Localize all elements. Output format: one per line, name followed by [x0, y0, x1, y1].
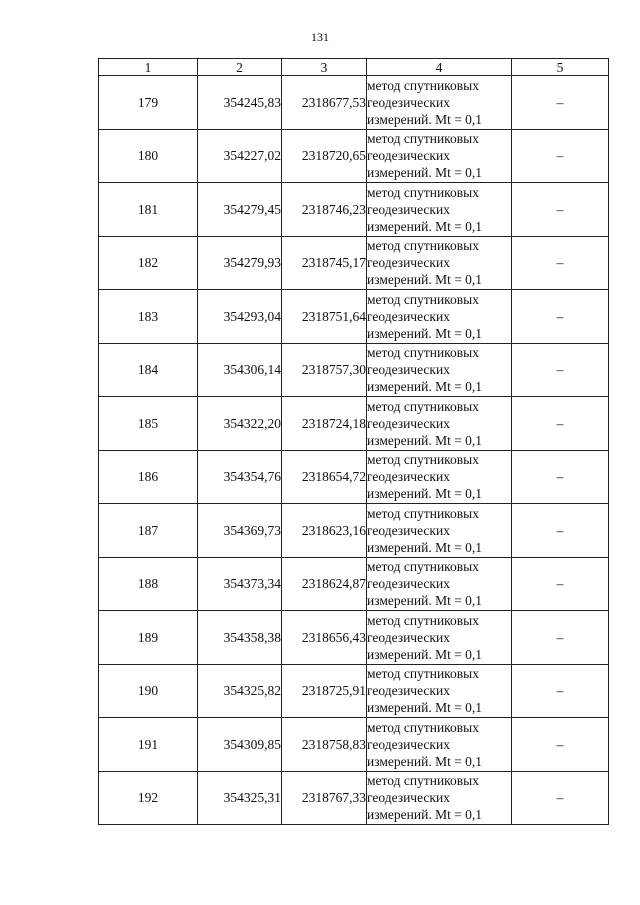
column-header: 3	[282, 59, 367, 76]
method-line: геодезических	[367, 94, 450, 110]
table-row	[99, 611, 609, 665]
point-number-cell: 187	[99, 504, 198, 558]
method-line: измерений. Mt = 0,1	[367, 539, 483, 555]
method-line: метод спутниковых	[367, 452, 479, 468]
note-cell: –	[512, 290, 609, 344]
note-cell: –	[512, 450, 609, 504]
y-coordinate-cell: 2318751,64	[282, 290, 367, 344]
method-line: геодезических	[367, 362, 450, 378]
point-number-cell: 186	[99, 450, 198, 504]
method-cell	[367, 183, 512, 237]
point-number-cell: 183	[99, 290, 198, 344]
method-line: геодезических	[367, 576, 450, 592]
table-header-row	[99, 59, 609, 76]
note-cell: –	[512, 611, 609, 665]
y-coordinate-cell: 2318767,33	[282, 771, 367, 825]
y-coordinate-cell: 2318757,30	[282, 343, 367, 397]
method-line: геодезических	[367, 629, 450, 645]
note-cell: –	[512, 718, 609, 772]
y-coordinate-cell: 2318758,83	[282, 718, 367, 772]
x-coordinate-cell: 354293,04	[198, 290, 282, 344]
method-cell	[367, 397, 512, 451]
table-row	[99, 236, 609, 290]
method-cell	[367, 771, 512, 825]
method-line: геодезических	[367, 201, 450, 217]
table-row	[99, 290, 609, 344]
note-cell: –	[512, 771, 609, 825]
table-row	[99, 771, 609, 825]
method-line: геодезических	[367, 148, 450, 164]
method-line: измерений. Mt = 0,1	[367, 111, 483, 127]
method-line: метод спутниковых	[367, 291, 479, 307]
method-line: метод спутниковых	[367, 77, 479, 93]
column-header: 2	[198, 59, 282, 76]
method-line: метод спутниковых	[367, 345, 479, 361]
column-header: 4	[367, 59, 512, 76]
page-number: 131	[311, 30, 329, 44]
method-line: геодезических	[367, 469, 450, 485]
point-number-cell: 180	[99, 129, 198, 183]
method-line: метод спутниковых	[367, 131, 479, 147]
note-cell: –	[512, 129, 609, 183]
note-cell: –	[512, 397, 609, 451]
method-cell	[367, 236, 512, 290]
table-row	[99, 450, 609, 504]
method-cell	[367, 343, 512, 397]
method-line: измерений. Mt = 0,1	[367, 379, 483, 395]
coordinates-table	[98, 58, 609, 825]
note-cell: –	[512, 664, 609, 718]
method-line: измерений. Mt = 0,1	[367, 646, 483, 662]
x-coordinate-cell: 354322,20	[198, 397, 282, 451]
column-header: 5	[512, 59, 609, 76]
method-line: геодезических	[367, 415, 450, 431]
x-coordinate-cell: 354358,38	[198, 611, 282, 665]
x-coordinate-cell: 354306,14	[198, 343, 282, 397]
x-coordinate-cell: 354325,82	[198, 664, 282, 718]
y-coordinate-cell: 2318654,72	[282, 450, 367, 504]
y-coordinate-cell: 2318746,23	[282, 183, 367, 237]
table-row	[99, 397, 609, 451]
method-line: измерений. Mt = 0,1	[367, 700, 483, 716]
note-cell: –	[512, 236, 609, 290]
y-coordinate-cell: 2318745,17	[282, 236, 367, 290]
method-line: метод спутниковых	[367, 505, 479, 521]
method-cell	[367, 290, 512, 344]
method-cell	[367, 664, 512, 718]
x-coordinate-cell: 354354,76	[198, 450, 282, 504]
y-coordinate-cell: 2318677,53	[282, 76, 367, 130]
method-line: метод спутниковых	[367, 398, 479, 414]
x-coordinate-cell: 354373,34	[198, 557, 282, 611]
table-row	[99, 183, 609, 237]
method-cell	[367, 129, 512, 183]
method-line: измерений. Mt = 0,1	[367, 593, 483, 609]
method-line: метод спутниковых	[367, 559, 479, 575]
x-coordinate-cell: 354227,02	[198, 129, 282, 183]
note-cell: –	[512, 76, 609, 130]
method-line: измерений. Mt = 0,1	[367, 218, 483, 234]
x-coordinate-cell: 354245,83	[198, 76, 282, 130]
method-line: геодезических	[367, 255, 450, 271]
method-line: измерений. Mt = 0,1	[367, 807, 483, 823]
method-line: геодезических	[367, 308, 450, 324]
table-row	[99, 557, 609, 611]
method-line: метод спутниковых	[367, 773, 479, 789]
point-number-cell: 190	[99, 664, 198, 718]
method-cell	[367, 557, 512, 611]
method-line: метод спутниковых	[367, 612, 479, 628]
method-line: метод спутниковых	[367, 719, 479, 735]
y-coordinate-cell: 2318725,91	[282, 664, 367, 718]
method-line: измерений. Mt = 0,1	[367, 486, 483, 502]
point-number-cell: 191	[99, 718, 198, 772]
method-line: измерений. Mt = 0,1	[367, 272, 483, 288]
table-row	[99, 664, 609, 718]
method-line: измерений. Mt = 0,1	[367, 432, 483, 448]
note-cell: –	[512, 343, 609, 397]
note-cell: –	[512, 557, 609, 611]
method-cell	[367, 718, 512, 772]
method-line: геодезических	[367, 683, 450, 699]
table-row	[99, 76, 609, 130]
x-coordinate-cell: 354279,45	[198, 183, 282, 237]
table-row	[99, 343, 609, 397]
x-coordinate-cell: 354369,73	[198, 504, 282, 558]
point-number-cell: 181	[99, 183, 198, 237]
point-number-cell: 182	[99, 236, 198, 290]
point-number-cell: 185	[99, 397, 198, 451]
method-line: измерений. Mt = 0,1	[367, 325, 483, 341]
method-line: геодезических	[367, 790, 450, 806]
note-cell: –	[512, 504, 609, 558]
method-cell	[367, 76, 512, 130]
point-number-cell: 184	[99, 343, 198, 397]
point-number-cell: 192	[99, 771, 198, 825]
column-header: 1	[99, 59, 198, 76]
method-line: метод спутниковых	[367, 184, 479, 200]
method-line: метод спутниковых	[367, 238, 479, 254]
y-coordinate-cell: 2318624,87	[282, 557, 367, 611]
method-cell	[367, 450, 512, 504]
method-line: геодезических	[367, 736, 450, 752]
note-cell: –	[512, 183, 609, 237]
method-cell	[367, 504, 512, 558]
y-coordinate-cell: 2318623,16	[282, 504, 367, 558]
method-line: измерений. Mt = 0,1	[367, 753, 483, 769]
x-coordinate-cell: 354279,93	[198, 236, 282, 290]
method-line: измерений. Mt = 0,1	[367, 165, 483, 181]
table-row	[99, 718, 609, 772]
y-coordinate-cell: 2318720,65	[282, 129, 367, 183]
table-row	[99, 504, 609, 558]
method-line: геодезических	[367, 522, 450, 538]
point-number-cell: 189	[99, 611, 198, 665]
x-coordinate-cell: 354325,31	[198, 771, 282, 825]
method-cell	[367, 611, 512, 665]
method-line: метод спутниковых	[367, 666, 479, 682]
y-coordinate-cell: 2318656,43	[282, 611, 367, 665]
point-number-cell: 179	[99, 76, 198, 130]
table-row	[99, 129, 609, 183]
y-coordinate-cell: 2318724,18	[282, 397, 367, 451]
table-body	[99, 76, 609, 825]
point-number-cell: 188	[99, 557, 198, 611]
x-coordinate-cell: 354309,85	[198, 718, 282, 772]
